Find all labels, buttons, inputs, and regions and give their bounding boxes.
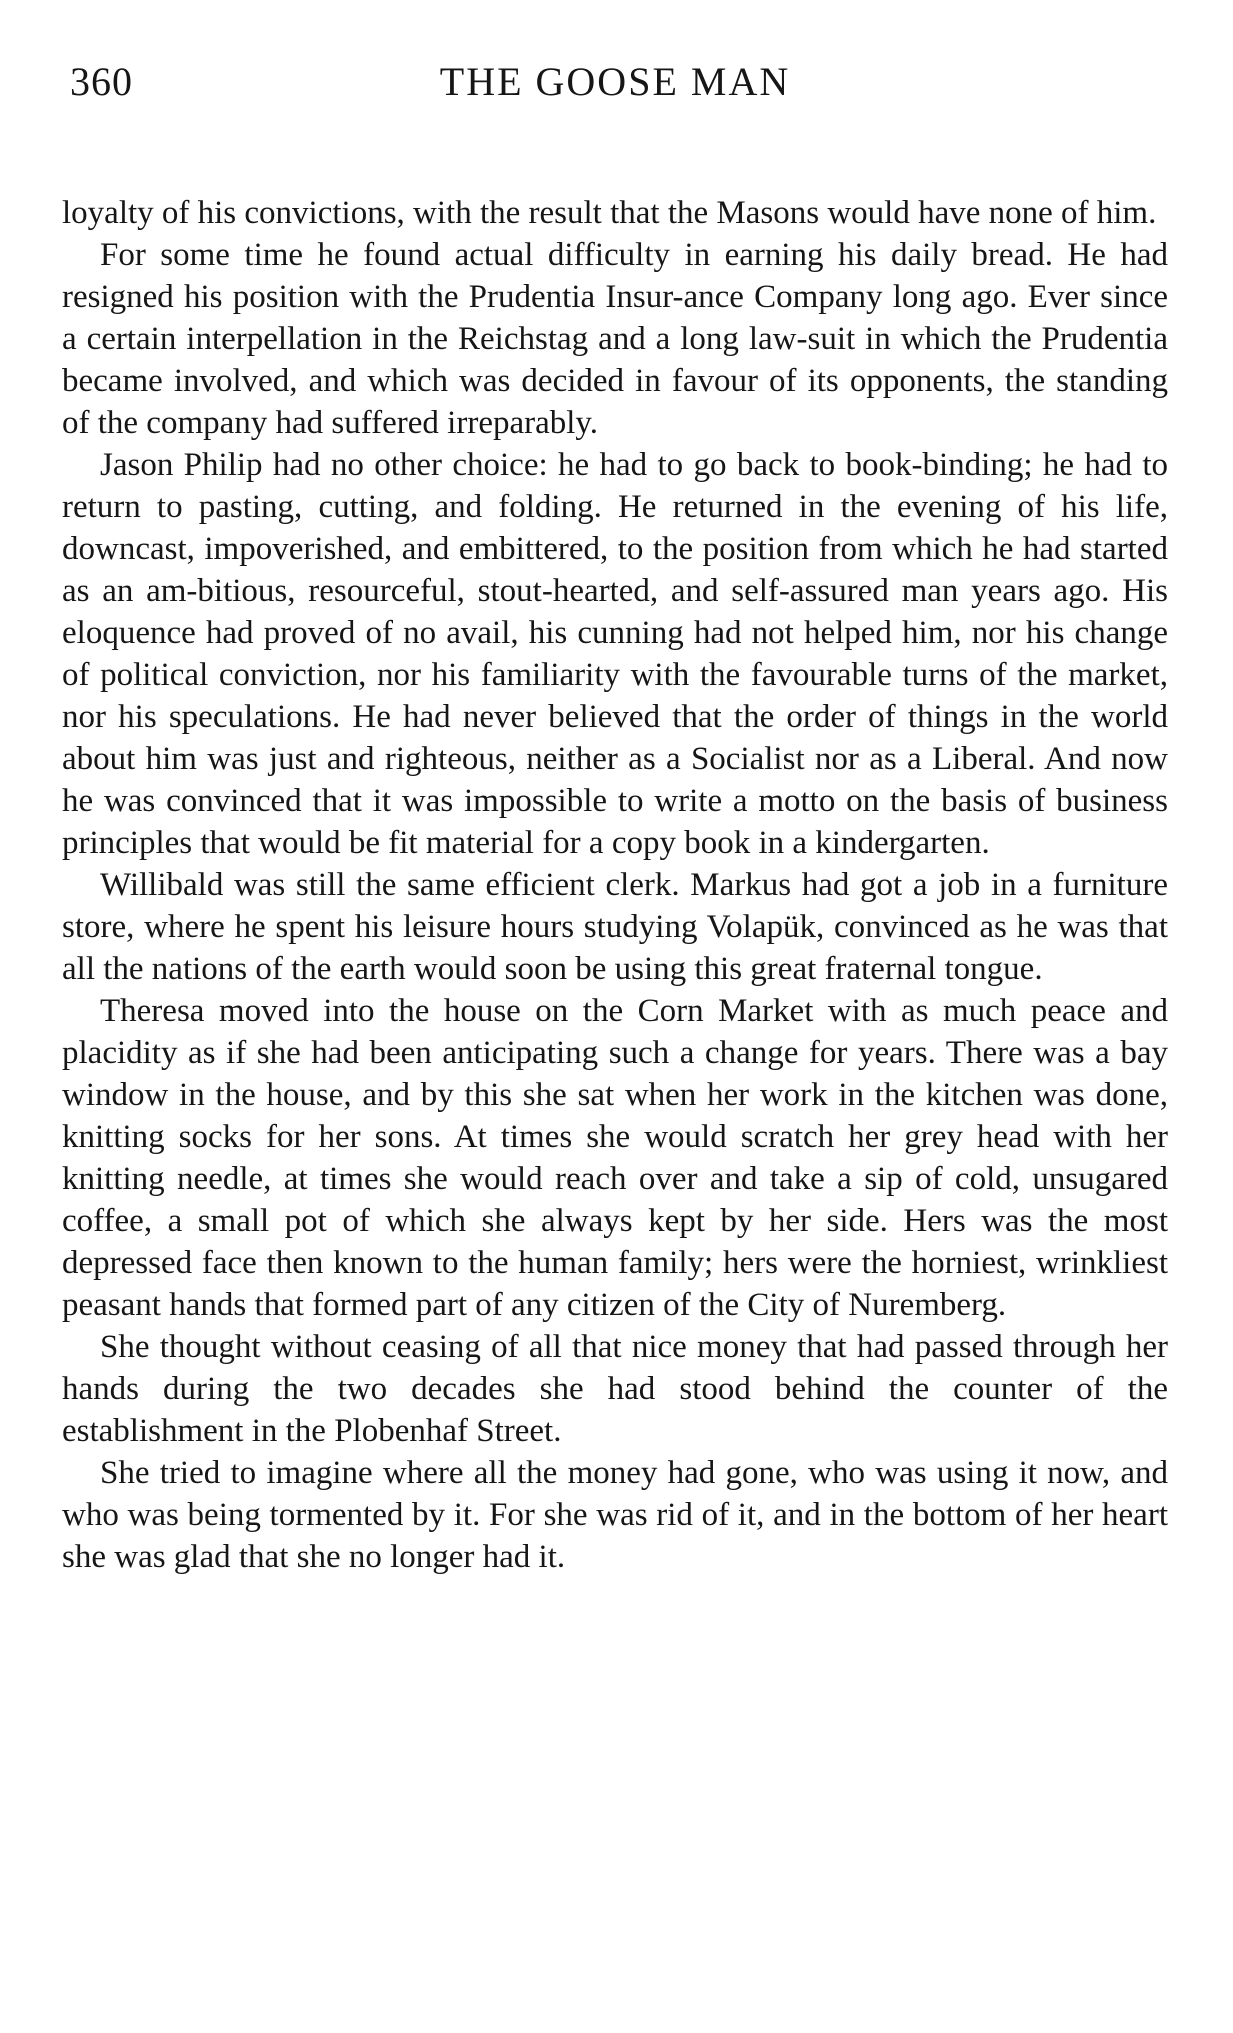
paragraph: Willibald was still the same efficient clerk. Markus had got a job in a furniture store, where he spent his leisure hours studying Volapük, convinced as he was that all the nations of the earth would soon be using this great fraternal tongue.: [62, 867, 1168, 987]
paragraph: She thought without ceasing of all that nice money that had passed through her hands during the two decades she had stood behind the counter of the establishment in the Plobenhaf Street.: [62, 1329, 1168, 1449]
paragraph: Jason Philip had no other choice: he had to go back to book-binding; he had to return to pasting, cutting, and folding. He returned in the evening of his life, downcast, impoverished, and embittered, to the position from which he had started as an am-bitious, resourceful, stout-hearted, and self-assured man years ago. His eloquence had proved of no avail, his cunning had not helped him, nor his change of political conviction, nor his familiarity with the favourable turns of the market, nor his speculations. He had never believed that the order of things in the world about him was just and righteous, neither as a Socialist nor as a Liberal. And now he was convinced that it was impossible to write a motto on the basis of business principles that would be fit material for a copy book in a kindergarten.: [62, 447, 1168, 861]
page-header: [62, 52, 1168, 122]
paragraph-continued: loyalty of his convictions, with the result that the Masons would have none of him.: [62, 195, 1157, 231]
paragraph: For some time he found actual difficulty in earning his daily bread. He had resigned his position with the Prudentia Insur-ance Company long ago. Ever since a certain interpellation in the Reichstag and a long law-suit in which the Prudentia became involved, and which was decided in favour of its opponents, the standing of the company had suffered irreparably.: [62, 237, 1168, 441]
page-number: 360: [70, 59, 133, 104]
paragraph: Theresa moved into the house on the Corn Market with as much peace and placidity as if she had been anticipating such a change for years. There was a bay window in the house, and by this she sat when her work in the kitchen was done, knitting socks for her sons. At times she would scratch her grey head with her knitting needle, at times she would reach over and take a sip of cold, unsugared coffee, a small pot of which she always kept by her side. Hers was the most depressed face then known to the human family; hers were the horniest, wrinkliest peasant hands that formed part of any citizen of the City of Nuremberg.: [62, 993, 1168, 1323]
body-text: [62, 192, 1168, 1578]
paragraph: She tried to imagine where all the money had gone, who was using it now, and who was being tormented by it. For she was rid of it, and in the bottom of her heart she was glad that she no longer had it.: [62, 1455, 1168, 1575]
book-page: [62, 52, 1168, 1578]
running-head: THE GOOSE MAN: [439, 59, 791, 104]
